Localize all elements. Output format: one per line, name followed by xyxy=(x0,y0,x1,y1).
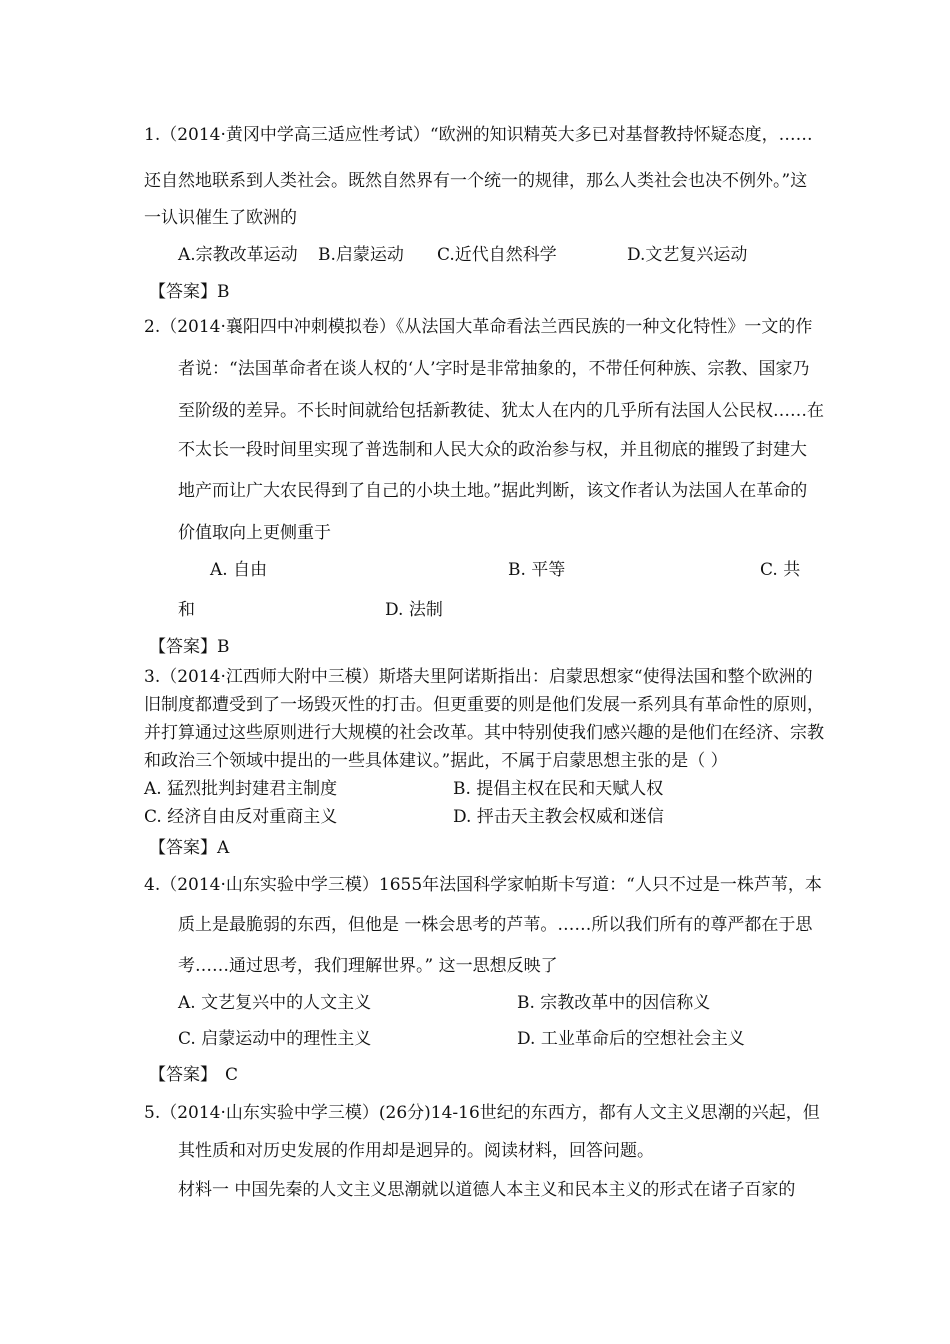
q2-option-d: D. 法制 xyxy=(385,600,443,620)
q2-line-6: 价值取向上更侧重于 xyxy=(178,523,331,543)
q4-option-a: A. 文艺复兴中的人文主义 xyxy=(178,993,372,1013)
q5-line-2: 其性质和对历史发展的作用却是迥异的。阅读材料，回答问题。 xyxy=(178,1141,654,1161)
q2-line-5: 地产而让广大农民得到了自己的小块土地。”据此判断，该文作者认为法国人在革命的 xyxy=(178,481,808,501)
answer-tag: 【答案】 xyxy=(149,637,217,657)
q1-option-a: A.宗教改革运动 xyxy=(178,245,298,265)
q4-option-c: C. 启蒙运动中的理性主义 xyxy=(178,1029,372,1049)
q3-option-b: B. 提倡主权在民和天赋人权 xyxy=(453,779,664,799)
q4-option-b: B. 宗教改革中的因信称义 xyxy=(517,993,711,1013)
q2-line-2: 者说：“法国革命者在谈人权的‘人’字时是非常抽象的，不带任何种族、宗教、国家乃 xyxy=(178,359,810,379)
q5-line-1: 5.（2014·山东实验中学三模）(26分)14-16世纪的东西方，都有人文主义思潮的兴起，但 xyxy=(144,1103,820,1123)
q2-option-b: B. 平等 xyxy=(508,560,566,580)
answer-value: B xyxy=(217,637,230,657)
q3-option-a: A. 猛烈批判封建君主制度 xyxy=(144,779,338,799)
q3-line-1: 3.（2014·江西师大附中三模）斯塔夫里阿诺斯指出：启蒙思想家“使得法国和整个欧洲的 xyxy=(144,667,813,687)
q2-option-c: C. 共 xyxy=(760,560,801,580)
q5-line-3: 材料一 中国先秦的人文主义思潮就以道德人本主义和民本主义的形式在诸子百家的 xyxy=(178,1180,796,1200)
q2-line-3: 至阶级的差异。不长时间就给包括新教徒、犹太人在内的几乎所有法国人公民权……在 xyxy=(178,401,824,421)
q1-line-3: 一认识催生了欧洲的 xyxy=(144,208,297,228)
q2-line-1: 2.（2014·襄阳四中冲刺模拟卷）《从法国大革命看法兰西民族的一种文化特性》一文的作 xyxy=(144,317,813,337)
q4-line-3: 考……通过思考，我们理解世界。” 这一思想反映了 xyxy=(178,956,558,976)
answer-tag: 【答案】 xyxy=(149,282,217,302)
answer-tag: 【答案】 xyxy=(149,1065,217,1085)
q3-line-2: 旧制度都遭受到了一场毁灭性的打击。但更重要的则是他们发展一系列具有革命性的原则， xyxy=(144,695,824,715)
q3-line-3: 并打算通过这些原则进行大规模的社会改革。其中特别使我们感兴趣的是他们在经济、宗教 xyxy=(144,723,824,743)
q1-option-d: D.文艺复兴运动 xyxy=(627,245,748,265)
q2-line-4: 不太长一段时间里实现了普选制和人民大众的政治参与权，并且彻底的摧毁了封建大 xyxy=(178,440,807,460)
q1-option-c: C.近代自然科学 xyxy=(437,245,557,265)
q3-option-c: C. 经济自由反对重商主义 xyxy=(144,807,338,827)
answer-tag: 【答案】 xyxy=(149,838,217,858)
q2-answer xyxy=(149,636,230,658)
q4-line-2: 质上是最脆弱的东西，但他是 一株会思考的芦苇。……所以我们所有的尊严都在于思 xyxy=(178,915,813,935)
q2-option-a: A. 自由 xyxy=(210,560,268,580)
q3-line-4: 和政治三个领域中提出的一些具体建议。”据此，不属于启蒙思想主张的是（ ） xyxy=(144,751,728,771)
q4-option-d: D. 工业革命后的空想社会主义 xyxy=(517,1029,745,1049)
q1-line-1: 1.（2014·黄冈中学高三适应性考试）“欧洲的知识精英大多已对基督教持怀疑态度，…… xyxy=(144,125,813,145)
answer-value: A xyxy=(217,838,230,858)
q4-answer xyxy=(149,1064,238,1086)
q3-answer xyxy=(149,837,229,859)
answer-value: B xyxy=(217,282,230,302)
q1-line-2: 还自然地联系到人类社会。既然自然界有一个统一的规律，那么人类社会也决不例外。”这 xyxy=(144,171,808,191)
q1-option-b: B.启蒙运动 xyxy=(318,245,404,265)
answer-value: C xyxy=(225,1065,239,1085)
q3-option-d: D. 抨击天主教会权威和迷信 xyxy=(453,807,664,827)
q1-answer xyxy=(149,281,230,303)
q2-option-c-continued: 和 xyxy=(178,600,195,620)
q4-line-1: 4.（2014·山东实验中学三模）1655年法国科学家帕斯卡写道：“人只不过是一株芦苇，本 xyxy=(144,875,822,895)
